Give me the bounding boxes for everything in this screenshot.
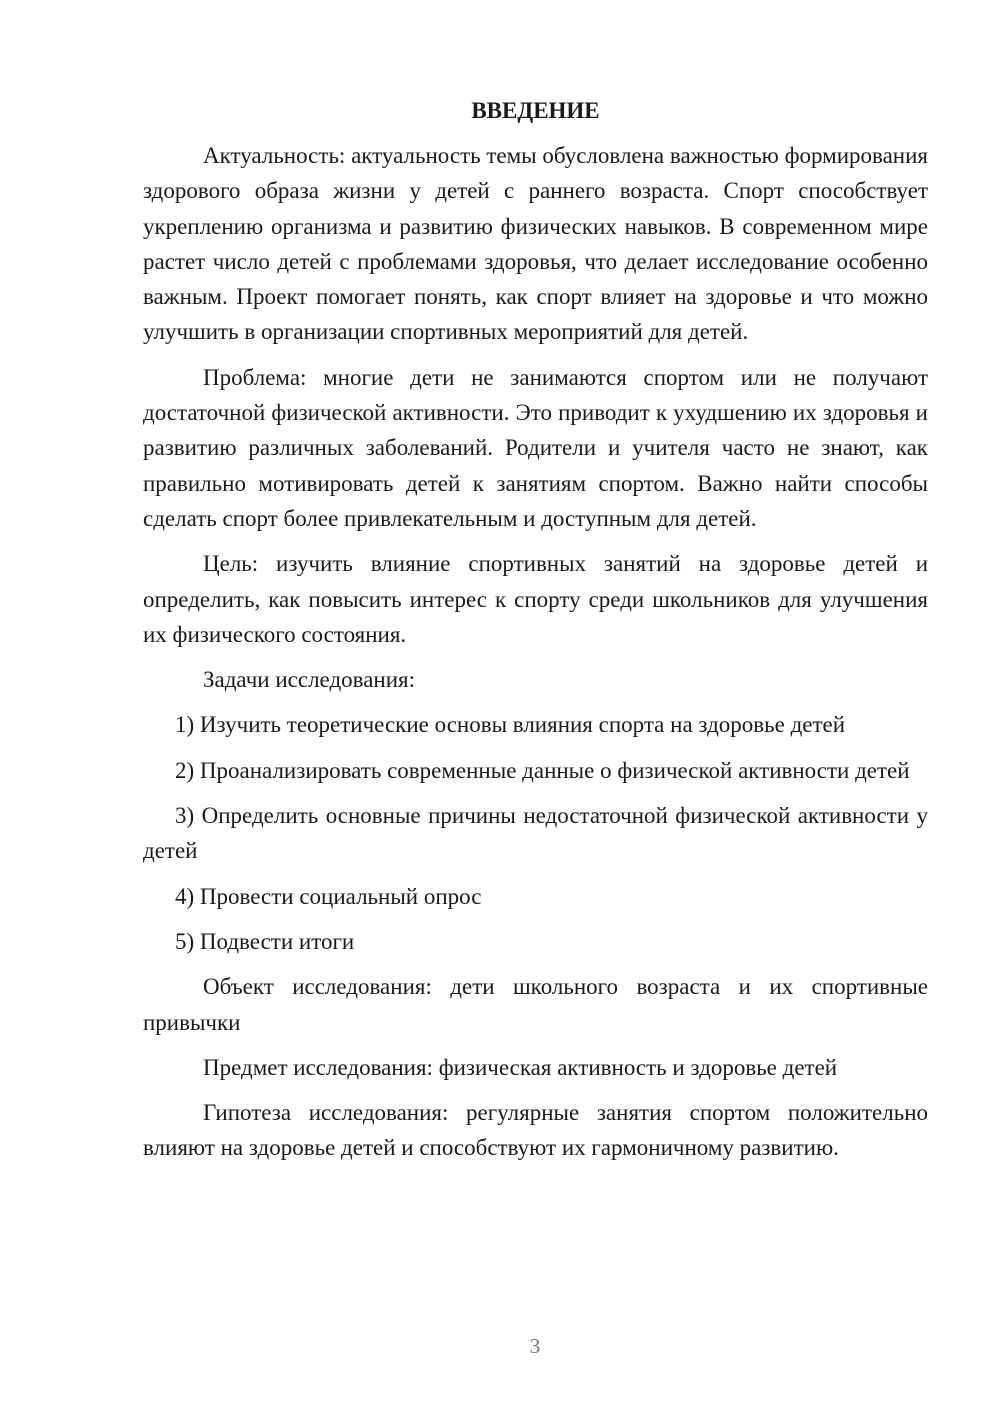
- page-content: [143, 96, 928, 1176]
- hypothesis-paragraph: Гипотеза исследования: регулярные занятия спортом положительно влияют на здоровье детей и способствуют их гармоничному развитию.: [143, 1100, 928, 1161]
- page-title: ВВЕДЕНИЕ: [471, 98, 600, 123]
- relevance-paragraph: Актуальность: актуальность темы обусловлена важностью формирования здорового образа жизни у детей с раннего возраста. Спорт способствует укреплению организма и развитию физических навыков. В современном мире растет число детей с проблемами здоровья, что делает исследование особенно важным. Проект помогает понять, как спорт влияет на здоровье и что можно улучшить в организации спортивных мероприятий для детей.: [143, 143, 928, 345]
- problem-paragraph: Проблема: многие дети не занимаются спортом или не получают достаточной физической активности. Это приводит к ухудшению их здоровья и развитию различных заболеваний. Родители и учителя часто не знают, как правильно мотивировать детей к занятиям спортом. Важно найти способы сделать спорт более привлекательным и доступным для детей.: [143, 364, 928, 531]
- task-item-5: 5) Подвести итоги: [175, 928, 355, 954]
- task-item-4: 4) Провести социальный опрос: [175, 883, 482, 909]
- goal-paragraph: Цель: изучить влияние спортивных занятий на здоровье детей и определить, как повысить интерес к спорту среди школьников для улучшения их физического состояния.: [143, 551, 928, 647]
- task-item-1: 1) Изучить теоретические основы влияния спорта на здоровье детей: [175, 712, 846, 738]
- object-paragraph: Объект исследования: дети школьного возраста и их спортивные привычки: [143, 974, 928, 1035]
- tasks-heading: Задачи исследования:: [203, 667, 416, 693]
- task-item-2: 2) Проанализировать современные данные о физической активности детей: [175, 757, 910, 783]
- task-item-3: 3) Определить основные причины недостаточной физической активности у детей: [143, 803, 928, 864]
- subject-paragraph: Предмет исследования: физическая активность и здоровье детей: [203, 1054, 838, 1080]
- page-number: 3: [529, 1334, 541, 1358]
